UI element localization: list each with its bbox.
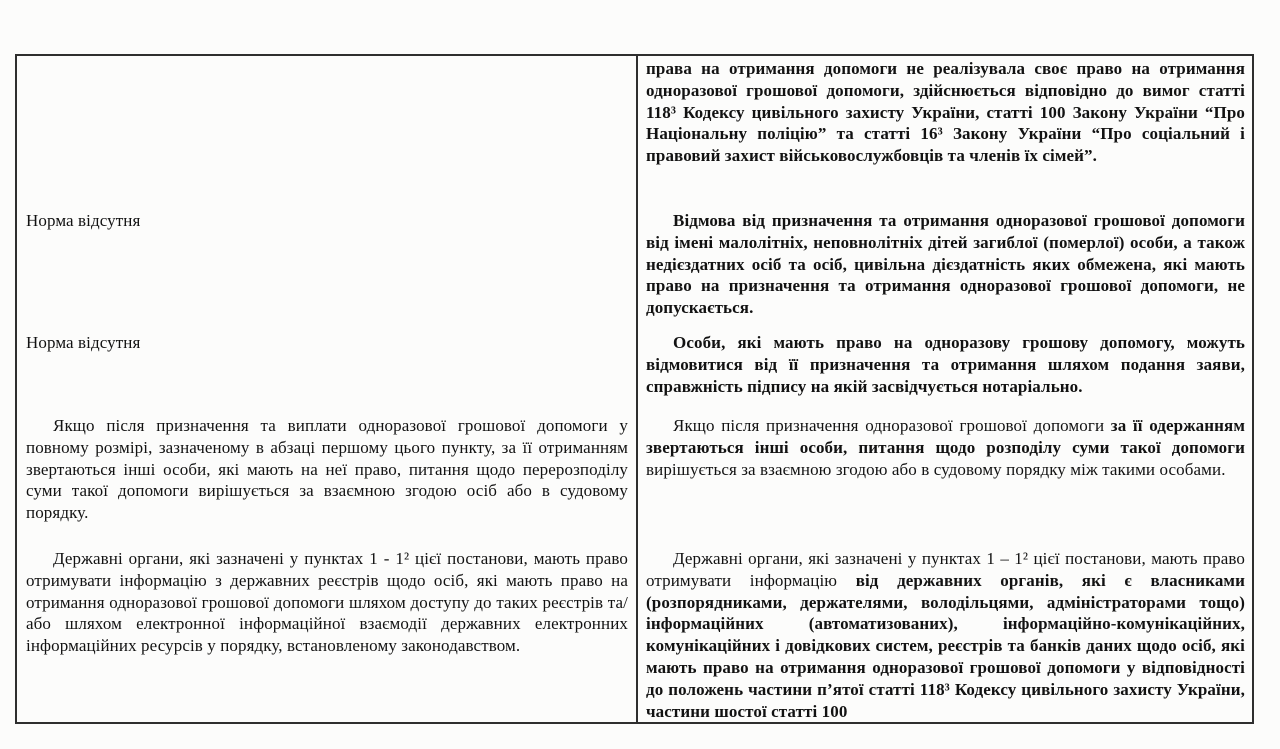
plain-text-segment: Державні органи, які зазначені у пунктах 1 – 1² цієї постанови, мають право отримувати інформацію xyxy=(646,548,1245,590)
comparison-table xyxy=(15,54,1254,724)
left-cell-3 xyxy=(16,325,637,410)
right-paragraph-2: Відмова від призначення та отримання одноразової грошової допомоги від імені малолітніх, неповнолітніх дітей загиблої (померлої) особи, а також недієздатних осіб та осіб, цивільна дієздатність яких обмежена, які мають право на призначення та отримання одноразової грошової допомоги, не допускається. xyxy=(646,211,1245,318)
table-row-5 xyxy=(16,524,1253,723)
plain-text-segment: Якщо після призначення одноразової грошової допомоги xyxy=(673,416,1111,435)
bold-text-segment: від державних органів, які є власниками (розпорядниками, держателями, володільцями, адміністраторами тощо) інформаційних (автоматизованих), інформаційно-комунікаційних, комунікаційних і довідкових систем, реєстрів та банків даних щодо осіб, які мають право на отримання одноразової грошової допомоги у відповідності до положень частини п’ятої статті 118³ Кодексу цивільного захисту України, частини шостої статті 100 xyxy=(646,570,1245,721)
left-cell-4 xyxy=(16,410,637,524)
plain-text-segment: вирішується за взаємною згодою або в судовому порядку між такими особами. xyxy=(646,459,1226,479)
right-cell-3 xyxy=(637,325,1253,410)
table-row-1 xyxy=(16,55,1253,201)
table-row-2 xyxy=(16,201,1253,325)
left-cell-1 xyxy=(16,55,637,201)
right-cell-2 xyxy=(637,201,1253,325)
left-cell-5 xyxy=(16,524,637,723)
right-cell-5 xyxy=(637,524,1253,723)
right-paragraph-4 xyxy=(646,415,1245,480)
left-paragraph-2: Норма відсутня xyxy=(26,211,141,230)
left-paragraph-5: Державні органи, які зазначені у пунктах 1 - 1² цієї постанови, мають право отримувати інформацію з державних реєстрів щодо осіб, які мають право на отримання одноразової грошової допомоги шляхом доступу до таких реєстрів та/або шляхом електронної інформаційної взаємодії державних електронних інформаційних ресурсів у порядку, встановленому законодавством. xyxy=(26,548,628,656)
table-row-3 xyxy=(16,325,1253,410)
right-paragraph-5 xyxy=(646,548,1245,722)
left-cell-2 xyxy=(16,201,637,325)
left-paragraph-4: Якщо після призначення та виплати одноразової грошової допомоги у повному розмірі, зазначеному в абзаці першому цього пункту, за її отриманням звертаються інші особи, які мають на неї право, питання щодо перерозподілу суми такої допомоги вирішується за взаємною згодою осіб або в судовому порядку. xyxy=(26,416,628,523)
right-cell-4 xyxy=(637,410,1253,524)
bold-text-segment: за її одержанням звертаються інші особи, питання щодо розподілу суми такої допомоги xyxy=(646,416,1246,457)
right-cell-1 xyxy=(637,55,1253,201)
left-paragraph-3: Норма відсутня xyxy=(26,333,141,352)
table-row-4 xyxy=(16,410,1253,524)
right-paragraph-3: Особи, які мають право на одноразову грошову допомогу, можуть відмовитися від її призначення та отримання шляхом подання заяви, справжність підпису на якій засвідчується нотаріально. xyxy=(646,333,1245,396)
right-paragraph-1: права на отримання допомоги не реалізувала своє право на отримання одноразової грошової допомоги, здійснюється відповідно до вимог статті 118³ Кодексу цивільного захисту України, статті 100 Закону України “Про Національну поліцію” та статті 16³ Закону України “Про соціальний і правовий захист військовослужбовців та членів їх сімей”. xyxy=(646,59,1245,166)
